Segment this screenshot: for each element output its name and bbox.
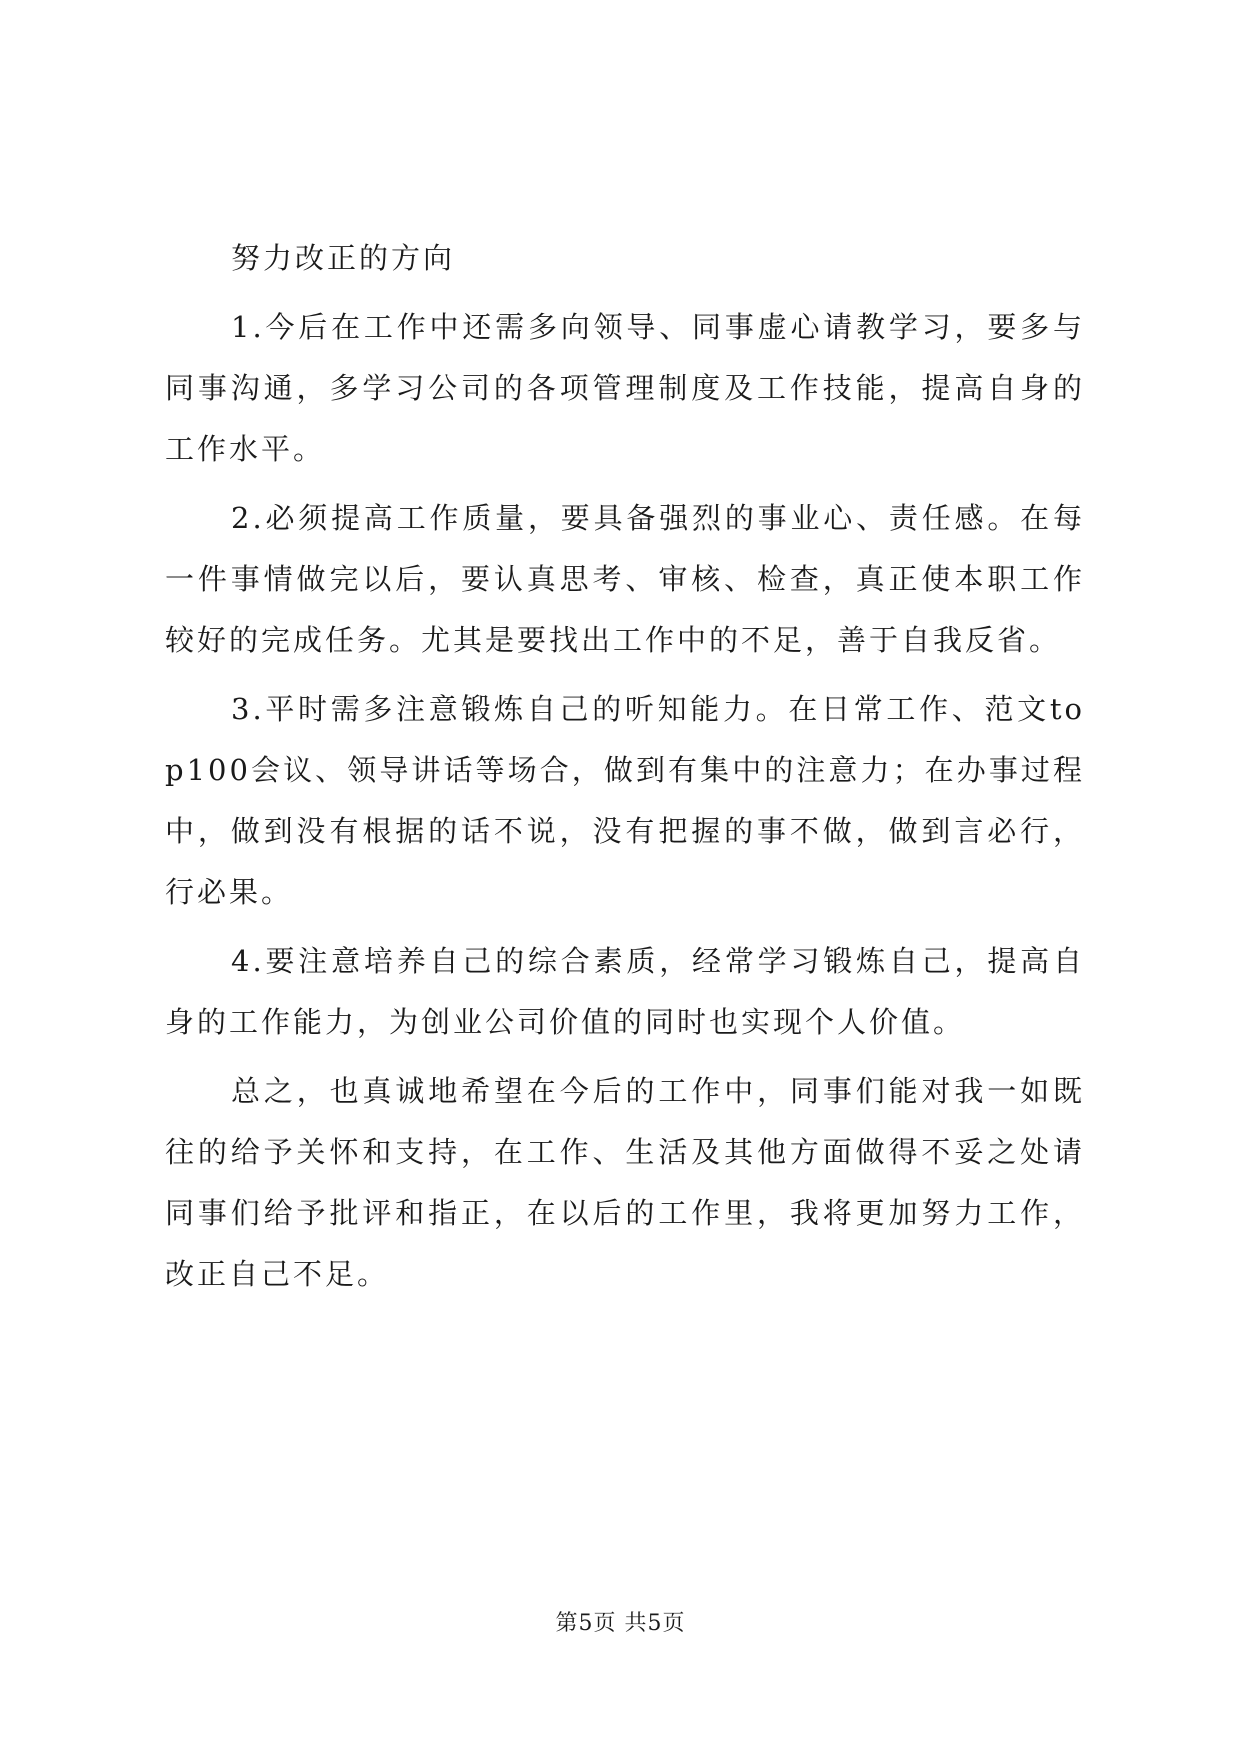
section-heading: 努力改正的方向 — [231, 241, 456, 275]
page-number-footer: 第5页 共5页 — [555, 1611, 686, 1636]
paragraph-conclusion: 总之，也真诚地希望在今后的工作中，同事们能对我一如既往的给予关怀和支持，在工作、生活及其他方面做得不妥之处请同事们给予批评和指正，在以后的工作里，我将更加努力工作，改正自己不足。 — [165, 1074, 1085, 1291]
paragraph-item-1: 1.今后在工作中还需多向领导、同事虚心请教学习，要多与同事沟通，多学习公司的各项管理制度及工作技能，提高自身的工作水平。 — [165, 310, 1085, 466]
document-body — [165, 228, 1085, 1313]
paragraph-item-3: 3.平时需多注意锻炼自己的听知能力。在日常工作、范文top100会议、领导讲话等场合，做到有集中的注意力；在办事过程中，做到没有根据的话不说，没有把握的事不做，做到言必行，行必果。 — [165, 692, 1085, 909]
paragraph-item-4: 4.要注意培养自己的综合素质，经常学习锻炼自己，提高自身的工作能力，为创业公司价值的同时也实现个人价值。 — [165, 944, 1085, 1039]
paragraph-item-2: 2.必须提高工作质量，要具备强烈的事业心、责任感。在每一件事情做完以后，要认真思考、审核、检查，真正使本职工作较好的完成任务。尤其是要找出工作中的不足，善于自我反省。 — [165, 501, 1085, 657]
